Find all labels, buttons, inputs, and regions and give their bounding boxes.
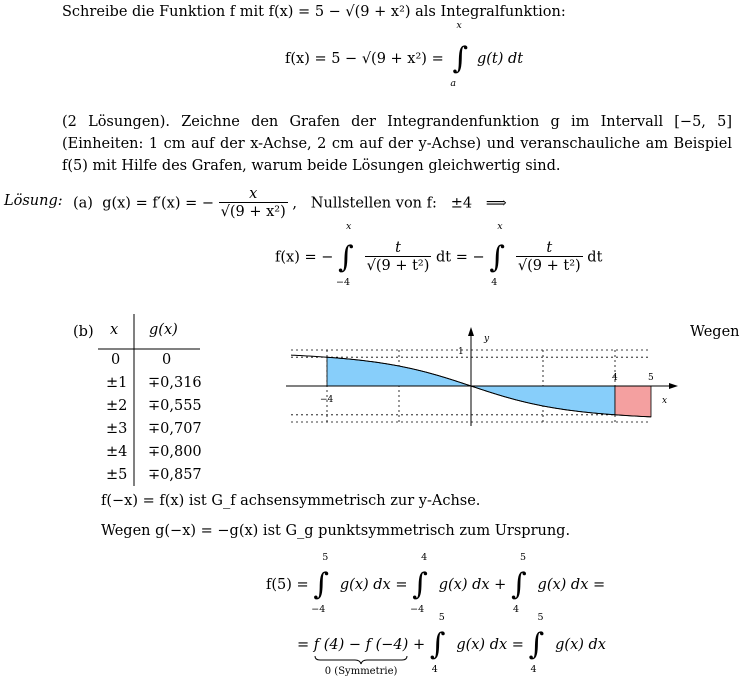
f5-int-c: 5 ∫ 4 — [510, 552, 527, 615]
g-graph — [280, 326, 685, 436]
integrand: g(t) dt — [476, 51, 524, 67]
tick-label-y: 1 — [458, 347, 464, 357]
f5-eq-d: = — [511, 637, 524, 653]
part-a-label: (a) — [73, 195, 93, 212]
f5-plus-b: + — [412, 637, 426, 653]
table-cell-x: ±3 — [106, 421, 128, 437]
table-header-x: x — [110, 322, 119, 338]
integral-sign: x ∫ a — [450, 20, 468, 89]
upper-limit: x — [456, 20, 462, 31]
int-fraction-1: $\frac{t}{\text{√(9 + t²)}}$ — [366, 240, 430, 274]
task-paragraph-text: (2 Lösungen). Zeichne den Grafen der Integrandenfunktion g im Intervall [−5, 5] (Einheiten: 1 cm auf der x-Achse, 2 cm auf der y-Achse) und veranschauliche am Beispiel f(5) mit Hilfe des Grafen, warum beide Lösungen gleichwertig sind. — [62, 114, 732, 174]
task-formula — [285, 20, 524, 89]
f5-int-b-lower: −4 — [410, 604, 425, 615]
part-a — [73, 186, 507, 221]
f5-int-b: 4 ∫ −4 — [410, 552, 428, 615]
tick-label-x: 5 — [648, 373, 654, 383]
f5-int-d-upper: 5 — [438, 612, 445, 623]
formula-lhs: f(x) = 5 − √(9 + x²) = — [285, 51, 444, 67]
f5-eq-a: = — [395, 577, 408, 593]
int2-upper: x — [497, 220, 503, 232]
table-cell-gx: ∓0,707 — [148, 421, 202, 437]
table-cell-x: ±5 — [106, 467, 128, 483]
table-cell-gx: ∓0,316 — [148, 375, 202, 391]
int1-upper: x — [346, 220, 352, 232]
table-cell-x: 0 — [111, 352, 121, 368]
f5-g-e: g(x) dx — [555, 637, 606, 653]
f5-int-a: 5 ∫ −4 — [311, 552, 329, 615]
f5-line2-eq: = — [297, 637, 310, 653]
shaded-areas — [327, 357, 651, 417]
table-cell-x: ±2 — [106, 398, 128, 414]
f5-g-c: g(x) dx — [537, 577, 589, 593]
table-cell-gx: ∓0,555 — [148, 398, 202, 414]
underbrace-note: 0 (Symmetrie) — [324, 666, 398, 677]
symmetry-g: Wegen g(−x) = −g(x) ist G_g punktsymmetrisch zum Ursprung. — [101, 523, 571, 539]
f5-int-e: 5 ∫ 4 — [528, 612, 545, 675]
table-cell-gx: 0 — [162, 352, 172, 368]
task-paragraph — [62, 111, 732, 177]
integral-sign-1: x ∫ −4 — [336, 220, 354, 288]
f5-int-e-lower: 4 — [530, 664, 537, 675]
underbrace-expr: f (4) − f (−4) — [313, 637, 409, 653]
integral-representation — [275, 220, 603, 288]
int-dt-2: dt — [587, 249, 603, 266]
side-word: Wegen — [690, 324, 740, 340]
f5-g-a: g(x) dx — [339, 577, 391, 593]
f5-int-d-lower: 4 — [431, 664, 438, 675]
part-a-rest: , Nullstellen von f: ±4 ⟹ — [292, 195, 507, 212]
f5-int-a-upper: 5 — [322, 552, 329, 563]
f5-g-b: g(x) dx — [438, 577, 490, 593]
part-a-fraction: $\frac{x}{\text{√(9 + x²)}}$ — [220, 186, 286, 220]
f5-int-d: 5 ∫ 4 — [429, 612, 446, 675]
tick-label-x: −4 — [320, 395, 334, 405]
tick-label-x: 4 — [612, 373, 618, 383]
x-axis-arrow — [669, 383, 678, 389]
part-a-lhs: g(x) = f′(x) = − — [102, 195, 214, 212]
f5-int-e-upper: 5 — [537, 612, 544, 623]
table-cell-gx: ∓0,800 — [148, 444, 202, 460]
lower-limit: a — [450, 78, 456, 89]
f5-int-b-upper: 4 — [421, 552, 428, 563]
f5-lhs: f(5) = — [266, 577, 309, 593]
f5-plus-a: + — [494, 577, 507, 593]
table-header-gx: g(x) — [149, 322, 178, 338]
int1-lower: −4 — [336, 276, 351, 288]
area-red — [615, 386, 651, 417]
int2-lower: 4 — [491, 276, 498, 288]
f5-line-2 — [297, 612, 606, 677]
underbrace-icon — [314, 655, 408, 665]
integral-sign-2: x ∫ 4 — [489, 220, 505, 288]
int-dt-1: dt = − — [436, 249, 485, 266]
table-cell-x: ±4 — [106, 444, 128, 460]
f5-line-1 — [266, 552, 606, 615]
f5-int-a-lower: −4 — [311, 604, 326, 615]
table-cell-gx: ∓0,857 — [148, 467, 202, 483]
axis-label-y: y — [484, 334, 490, 344]
int-fraction-2: $\frac{t}{\text{√(9 + t²)}}$ — [517, 240, 581, 274]
int-lhs: f(x) = − — [275, 249, 334, 266]
solution-label: Lösung: — [4, 193, 63, 209]
task-line-1 — [62, 4, 566, 20]
table-cell-x: ±1 — [106, 375, 128, 391]
f5-g-d: g(x) dx — [456, 637, 508, 653]
f5-int-c-lower: 4 — [512, 604, 519, 615]
y-axis-arrow — [468, 327, 474, 336]
task-text: Schreibe die Funktion f mit f(x) = 5 − √(9 + x²) als Integralfunktion: — [62, 4, 566, 20]
underbrace-group — [313, 637, 409, 677]
part-b-label: (b) — [73, 324, 94, 340]
f5-int-c-upper: 5 — [519, 552, 526, 563]
f5-eq-end: = — [593, 577, 606, 593]
axis-label-x: x — [662, 396, 668, 406]
symmetry-f: f(−x) = f(x) ist G_f achsensymmetrisch zur y-Achse. — [101, 493, 481, 509]
